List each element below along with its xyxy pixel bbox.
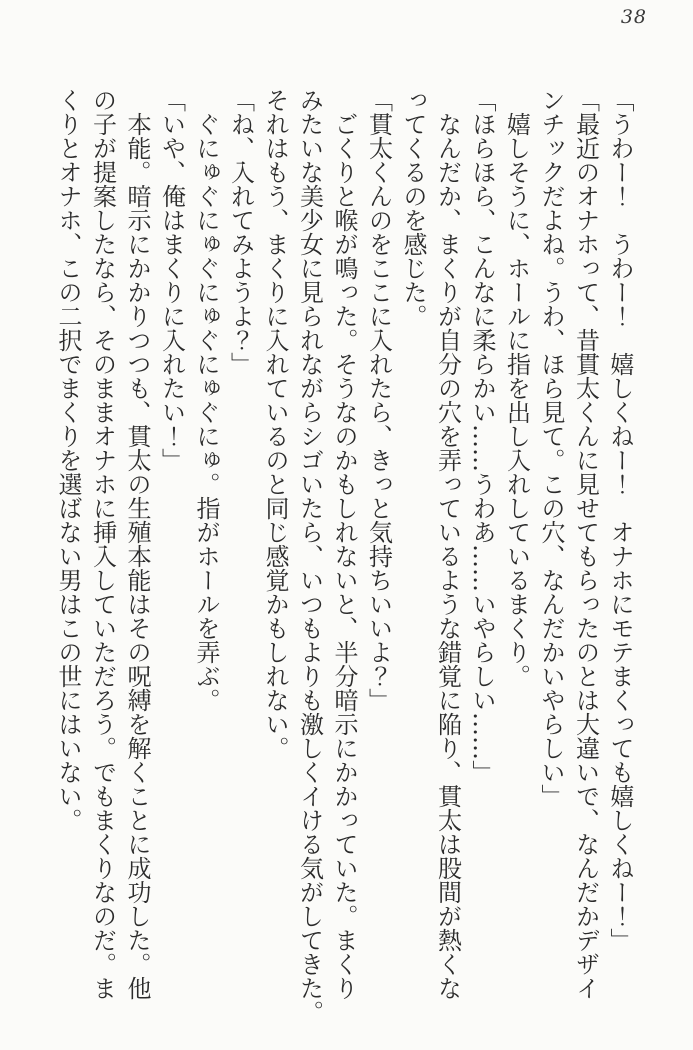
text-line: ごくりと喉が鳴った。そうなのかもしれないと、半分暗示にかかっていた。まくり (330, 112, 358, 1000)
text-line: くりとオナホ、この二択でまくりを選ばない男はこの世にはいない。 (54, 88, 82, 832)
text-line: 「うわー！ うわー！ 嬉しくねー！ オナホにモテまくっても嬉しくねー！」 (606, 88, 634, 952)
text-line: 嬉しそうに、ホールに指を出し入れしているまくり。 (502, 112, 531, 688)
text-block (51, 88, 638, 1032)
text-line: 本能。暗示にかかりつつも、貫太の生殖本能はその呪縛を解くことに成功した。他 (123, 112, 151, 1000)
text-line: ンチックだよね。うわ、ほら見て。この穴、なんだかいやらしい」 (537, 88, 565, 808)
text-line: 「ほらほら、こんなに柔らかい……うわあ……いやらしい……」 (468, 88, 496, 784)
text-line: なんだか、まくりが自分の穴を弄っているような錯覚に陥り、貫太は股間が熱くな (433, 112, 462, 1000)
page-number: 38 (620, 6, 647, 28)
text-line: 「いや、俺はまくりに入れたい！」 (157, 88, 186, 472)
text-line: それはもう、まくりに入れているのと同じ感覚かもしれない。 (261, 88, 289, 760)
text-line: の子が提案したなら、そのままオナホに挿入していただろう。でもまくりなのだ。ま (88, 88, 117, 1000)
text-line: みたいな美少女に見られながらシゴいたら、いつもよりも激しくイける気がしてきた。 (295, 88, 324, 1024)
text-line: 「ね、入れてみようよ？」 (226, 88, 255, 376)
text-line: ってくるのを感じた。 (399, 88, 427, 328)
text-line: 「最近のオナホって、昔貫太くんに見せてもらったのとは大違いで、なんだかデザイ (571, 88, 600, 1000)
text-line: ぐにゅぐにゅぐにゅぐにゅぐにゅ。指がホールを弄ぶ。 (192, 112, 220, 712)
text-line: 「貫太くんのをここに入れたら、きっと気持ちいいよ？」 (364, 88, 393, 712)
